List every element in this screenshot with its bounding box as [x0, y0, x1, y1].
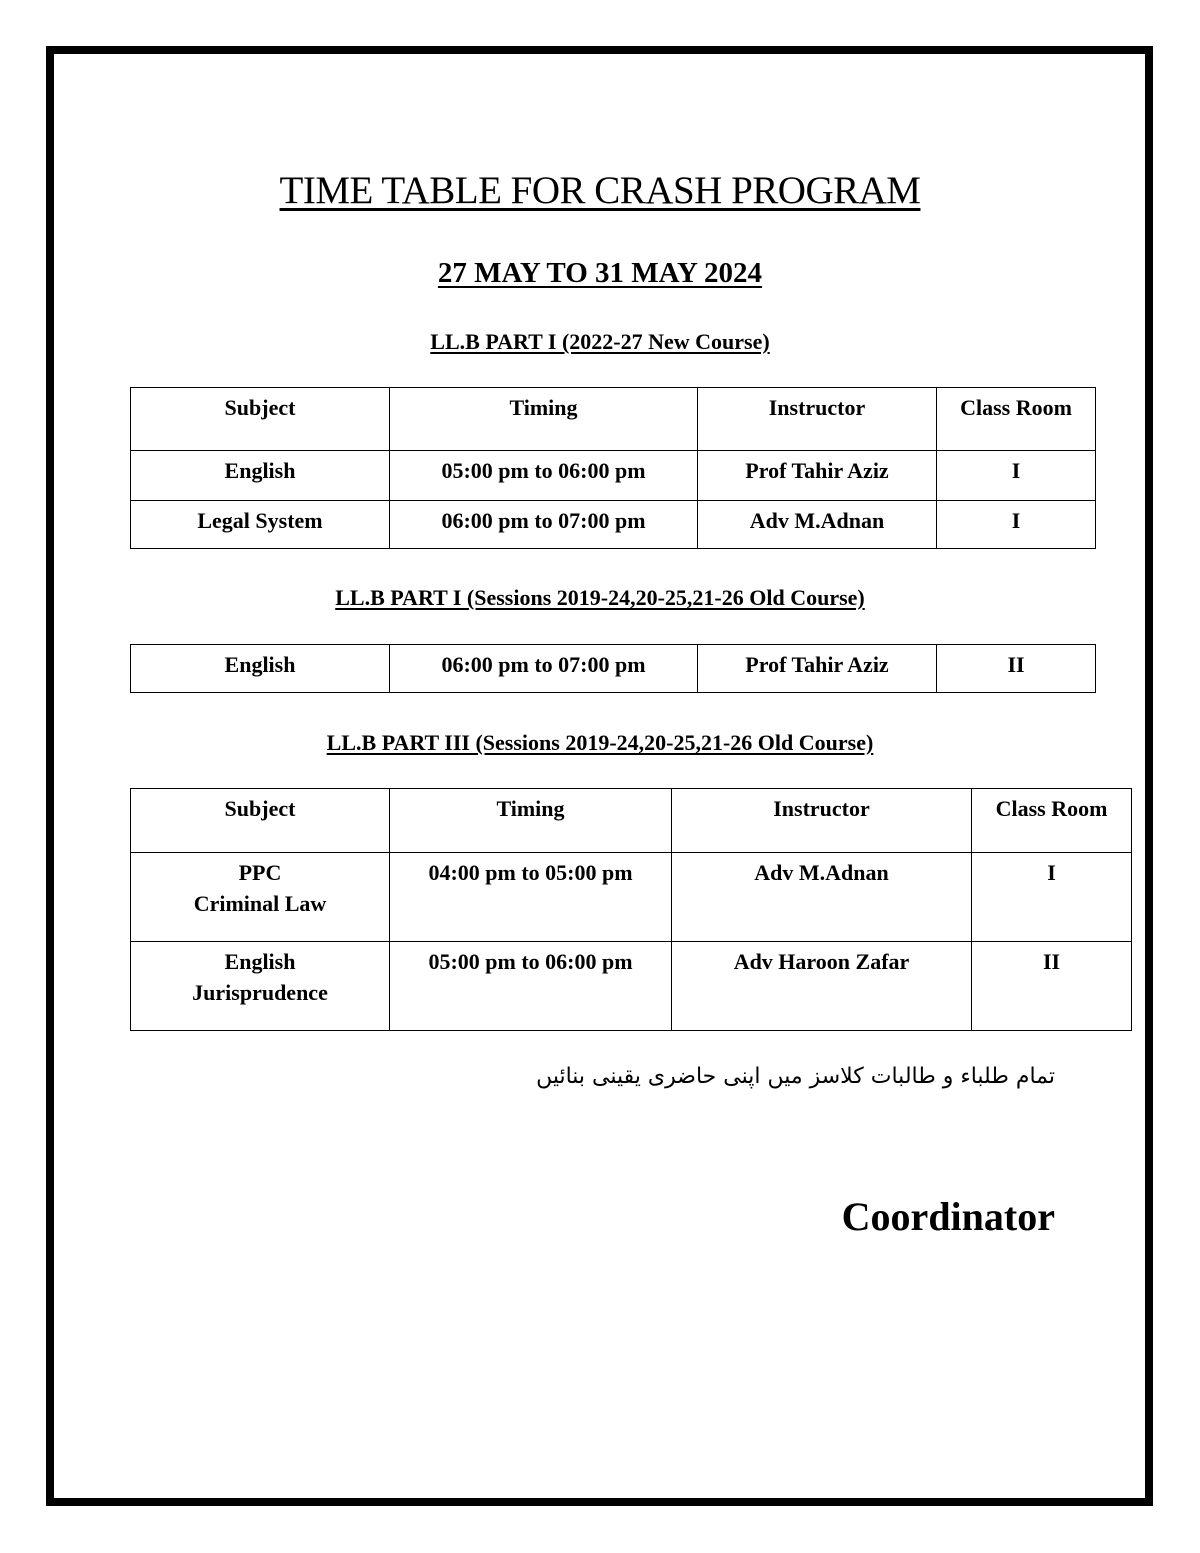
cell-subject [131, 942, 390, 1031]
cell-timing: 05:00 pm to 06:00 pm [390, 942, 672, 1031]
table-row [131, 645, 1096, 693]
cell-subject-line2: Jurisprudence [192, 980, 328, 1005]
table-row [131, 853, 1132, 942]
table-header-row [131, 789, 1132, 853]
attendance-notice-urdu: تمام طلباء و طالبات کلاسز میں اپنی حاضری یقینی بنائیں [536, 1064, 1055, 1089]
page-title: TIME TABLE FOR CRASH PROGRAM [279, 169, 921, 212]
table-row [131, 451, 1096, 501]
column-header-timing: Timing [390, 789, 672, 853]
column-header-instructor: Instructor [672, 789, 972, 853]
section-heading-part1-old: LL.B PART I (Sessions 2019-24,20-25,21-26 Old Course) [335, 585, 865, 610]
cell-timing: 05:00 pm to 06:00 pm [390, 451, 698, 501]
column-header-class-room: Class Room [972, 789, 1132, 853]
cell-timing: 06:00 pm to 07:00 pm [390, 645, 698, 693]
cell-instructor: Adv Haroon Zafar [672, 942, 972, 1031]
cell-instructor: Prof Tahir Aziz [698, 645, 937, 693]
cell-subject [131, 853, 390, 942]
cell-room: I [937, 501, 1096, 549]
column-header-timing: Timing [390, 388, 698, 451]
column-header-instructor: Instructor [698, 388, 937, 451]
cell-subject-line1: English [224, 949, 296, 974]
column-header-subject: Subject [131, 388, 390, 451]
table-row [131, 501, 1096, 549]
timetable-part3-old [130, 788, 1132, 1031]
cell-subject-line1: PPC [238, 860, 282, 885]
date-range: 27 MAY TO 31 MAY 2024 [437, 257, 763, 289]
cell-timing: 06:00 pm to 07:00 pm [390, 501, 698, 549]
cell-timing: 04:00 pm to 05:00 pm [390, 853, 672, 942]
cell-room: II [972, 942, 1132, 1031]
cell-room: I [972, 853, 1132, 942]
cell-subject: English [131, 451, 390, 501]
timetable-part1-old [130, 644, 1096, 693]
timetable-part1-new [130, 387, 1096, 549]
cell-room: II [937, 645, 1096, 693]
column-header-class-room: Class Room [937, 388, 1096, 451]
table-row [131, 942, 1132, 1031]
cell-subject-line2: Criminal Law [193, 891, 327, 916]
cell-instructor: Adv M.Adnan [698, 501, 937, 549]
cell-instructor: Adv M.Adnan [672, 853, 972, 942]
cell-subject: English [131, 645, 390, 693]
column-header-subject: Subject [131, 789, 390, 853]
coordinator-signature: Coordinator [841, 1194, 1055, 1239]
table-header-row [131, 388, 1096, 451]
cell-subject: Legal System [131, 501, 390, 549]
cell-instructor: Prof Tahir Aziz [698, 451, 937, 501]
section-heading-part1-new: LL.B PART I (2022-27 New Course) [430, 329, 770, 354]
section-heading-part3-old: LL.B PART III (Sessions 2019-24,20-25,21-26 Old Course) [326, 730, 874, 755]
cell-room: I [937, 451, 1096, 501]
